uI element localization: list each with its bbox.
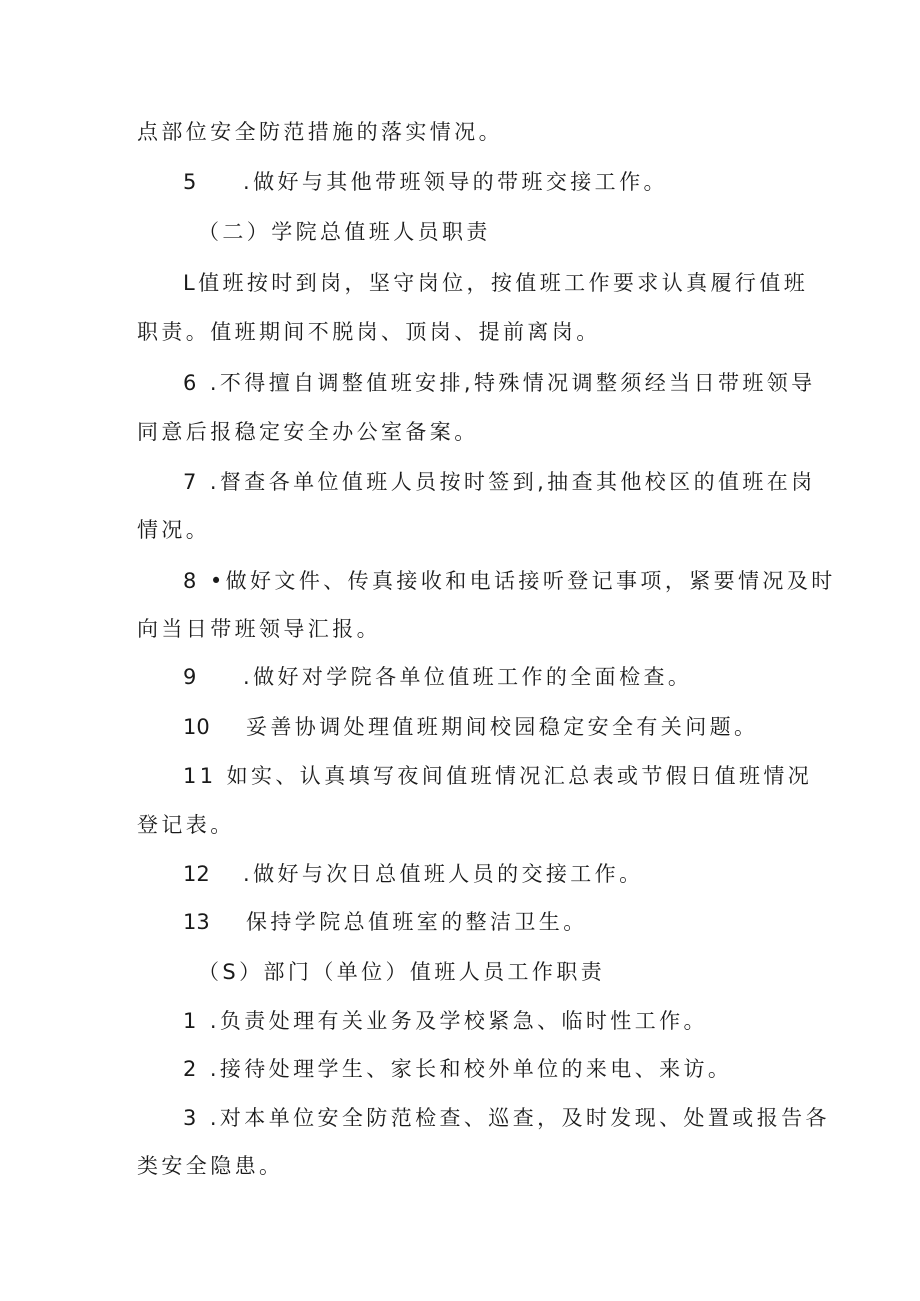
item-number-13: 13 — [183, 910, 210, 934]
item-9-text: .做好对学院各单位值班工作的全面检查。 — [243, 665, 693, 689]
item-2-text: 2 .接待处理学生、家长和校外单位的来电、来访。 — [183, 1057, 733, 1081]
item-11-line-2: 登记表。 — [137, 813, 235, 837]
section-heading-3: （S）部门（单位）值班人员工作职责 — [198, 960, 606, 984]
item-11-line-1: 11 如实、认真填写夜间值班情况汇总表或节假日值班情况 — [183, 764, 813, 788]
item-8-line-1: 8 •做好文件、传真接收和电话接听登记事项，紧要情况及时 — [183, 569, 836, 593]
item-3-line-2: 类安全隐患。 — [137, 1154, 284, 1178]
section-heading-2: （二）学院总值班人员职责 — [198, 220, 491, 244]
item-13-text: 保持学院总值班室的整洁卫生。 — [246, 910, 588, 934]
text-line-1: 点部位安全防范措施的落实情况。 — [137, 120, 503, 144]
item-12-text: .做好与次日总值班人员的交接工作。 — [243, 862, 644, 886]
item-10-text: 妥善协调处理值班期间校园稳定安全有关问题。 — [246, 715, 759, 739]
item-number-12: 12 — [183, 862, 210, 886]
item-L-line-2: 职责。值班期间不脱岗、顶岗、提前离岗。 — [137, 320, 601, 344]
item-number-10: 10 — [183, 715, 210, 739]
item-5-text: .做好与其他带班领导的带班交接工作。 — [243, 170, 668, 194]
item-6-line-2: 同意后报稳定安全办公室备案。 — [137, 420, 479, 444]
item-number-9: 9 — [183, 665, 197, 689]
item-8-line-2: 向当日带班领导汇报。 — [137, 617, 381, 641]
item-7-line-2: 情况。 — [137, 518, 211, 542]
item-number-5: 5 — [183, 170, 197, 194]
item-L-line-1: L值班按时到岗，坚守岗位，按值班工作要求认真履行值班 — [183, 271, 809, 295]
item-3-line-1: 3 .对本单位安全防范检查、巡查，及时发现、处置或报告各 — [183, 1106, 830, 1130]
item-7-line-1: 7 .督查各单位值班人员按时签到,抽查其他校区的值班在岗 — [183, 470, 816, 494]
item-1-text: 1 .负责处理有关业务及学校紧急、临时性工作。 — [183, 1009, 708, 1033]
item-6-line-1: 6 .不得擅自调整值班安排,特殊情况调整须经当日带班领导 — [183, 371, 816, 395]
